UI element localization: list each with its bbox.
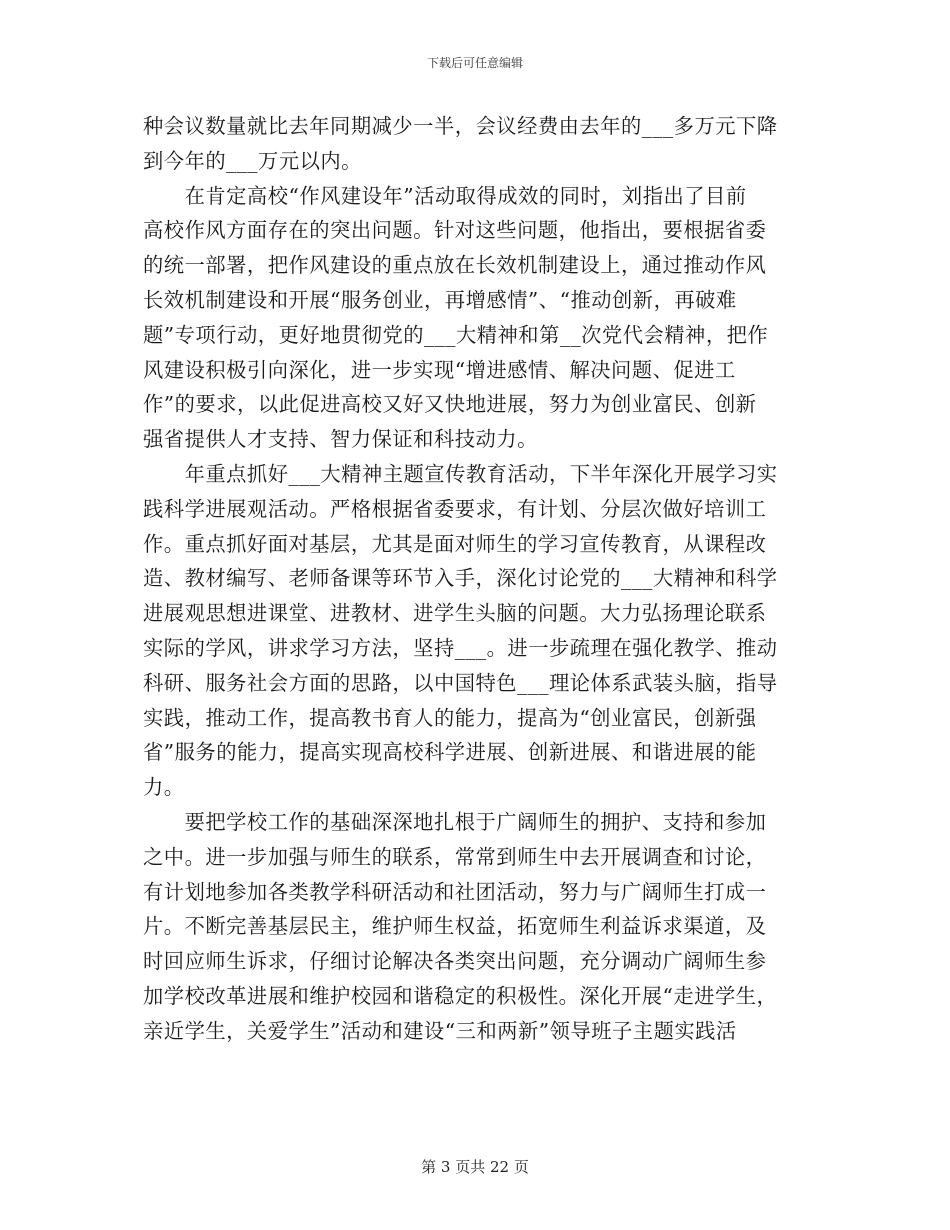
text-line: 作。重点抓好面对基层，尤其是面对师生的学习宣传教育，从课程改 — [143, 531, 767, 556]
text-line: 长效机制建设和开展“服务创业，再增感情”、“推动创新，再破难 — [143, 287, 737, 312]
text-line: 到今年的___万元以内。 — [143, 148, 362, 173]
text-line: 强省提供人才支持、智力保证和科技动力。 — [143, 427, 538, 452]
text-line: 实际的学风，讲求学习方法，坚持___。进一步疏理在强化教学、推动 — [143, 635, 778, 660]
text-line: 风建设积极引向深化，进一步实现“增进感情、解决问题、促进工 — [143, 357, 736, 382]
text-line: 年重点抓好___大精神主题宣传教育活动，下半年深化开展学习实 — [143, 461, 778, 486]
text-line: 作”的要求，以此促进高校又好又快地进展，努力为创业富民、创新 — [143, 392, 757, 417]
text-line: 实践，推动工作，提高教书育人的能力，提高为“创业富民，创新强 — [143, 705, 757, 730]
text-line: 造、教材编写、老师备课等环节入手，深化讨论党的___大精神和科学 — [143, 566, 778, 591]
text-line: 加学校改革进展和维护校园和谐稳定的积极性。深化开展“走进学生， — [143, 983, 778, 1008]
text-line: 科研、服务社会方面的思路，以中国特色___理论体系武装头脑，指导 — [143, 670, 778, 695]
text-line: 高校作风方面存在的突出问题。针对这些问题，他指出，要根据省委 — [143, 218, 767, 243]
text-line: 要把学校工作的基础深深地扎根于广阔师生的拥护、支持和参加 — [143, 809, 767, 834]
text-line: 进展观思想进课堂、进教材、进学生头脑的问题。大力弘扬理论联系 — [143, 601, 767, 626]
text-line: 有计划地参加各类教学科研活动和社团活动，努力与广阔师生打成一 — [143, 879, 767, 904]
text-line: 践科学进展观活动。严格根据省委要求，有计划、分层次做好培训工 — [143, 496, 767, 521]
text-line: 题”专项行动，更好地贯彻党的___大精神和第__次党代会精神，把作 — [143, 322, 769, 347]
text-line: 时回应师生诉求，仔细讨论解决各类突出问题，充分调动广阔师生参 — [143, 949, 767, 974]
text-line: 省”服务的能力，提高实现高校科学进展、创新进展、和谐进展的能 — [143, 740, 757, 765]
text-line: 亲近学生，关爱学生”活动和建设“三和两新”领导班子主题实践活 — [143, 1018, 737, 1043]
text-line: 之中。进一步加强与师生的联系，常常到师生中去开展调查和讨论， — [143, 844, 767, 869]
text-line: 种会议数量就比去年同期减少一半，会议经费由去年的___多万元下降 — [143, 114, 778, 138]
text-line: 的统一部署，把作风建设的重点放在长效机制建设上，通过推动作风 — [143, 253, 767, 278]
text-line: 片。不断完善基层民主，维护师生权益，拓宽师生利益诉求渠道，及 — [143, 914, 767, 939]
page-header: 下载后可任意编辑 — [426, 56, 523, 70]
page-footer: 第 3 页共 22 页 — [421, 1158, 529, 1176]
text-line: 在肯定高校“作风建设年”活动取得成效的同时，刘指出了目前 — [143, 183, 747, 208]
document-body — [143, 109, 807, 1049]
text-line: 力。 — [143, 775, 185, 800]
